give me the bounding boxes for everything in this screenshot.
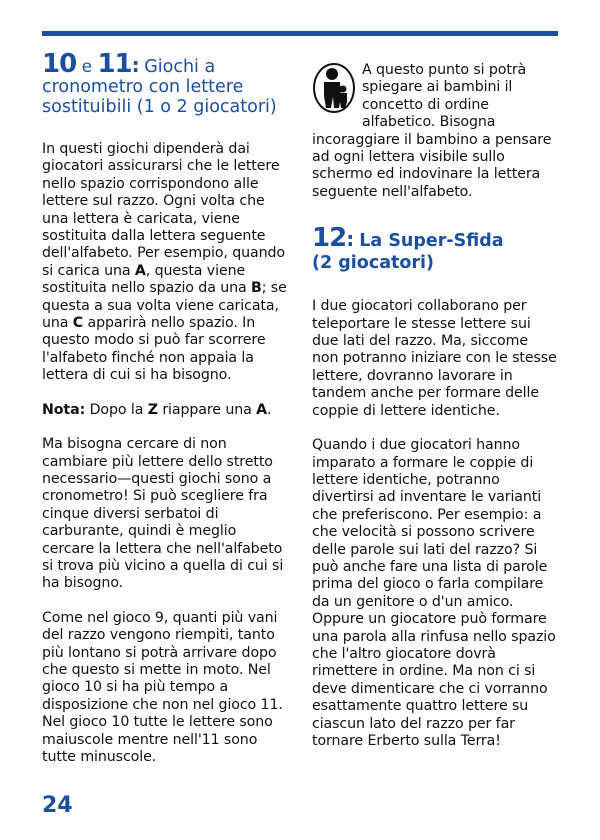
note-text: Dopo la bbox=[85, 401, 148, 418]
paragraph-intro-text-2: , questa viene sostituita nello spazio da una bbox=[42, 262, 251, 297]
letter-A: A bbox=[134, 262, 146, 279]
heading-joiner: e bbox=[76, 57, 98, 77]
page-number: 24 bbox=[42, 793, 73, 818]
section-heading-10-11 bbox=[42, 49, 287, 117]
letter-B: B bbox=[251, 280, 262, 297]
parent-child-icon bbox=[312, 62, 356, 115]
parent-note-text: A questo punto si potrà spiegare ai bambini il concetto di ordine alfabetico. Bisogna incoraggiare il bambino a pensare ad ogni lettera visibile sullo schermo ed indovinare la lettera seguente nell'alfabeto. bbox=[312, 62, 552, 200]
heading-colon-12: : bbox=[346, 227, 354, 252]
header-rule bbox=[42, 31, 558, 36]
letter-C: C bbox=[72, 315, 84, 332]
note-text-3: . bbox=[267, 401, 272, 418]
paragraph-intro-text-4: apparirà nello spazio. In questo modo si può far scorrere l'alfabeto finché non appaia la lettera di cui si ha bisogno. bbox=[42, 315, 266, 384]
paragraph-note bbox=[42, 402, 287, 419]
heading-line2: cronometro con lettere bbox=[42, 77, 244, 97]
letter-A-note: A bbox=[256, 401, 268, 418]
heading-12-line2: (2 giocatori) bbox=[312, 253, 435, 274]
paragraph-super-sfida: I due giocatori collaborano per teleportare le stesse lettere sui due lati del razzo. Ma, siccome non potranno iniziare con le stesse lettere, dovranno lavorare in tandem anche per formare delle coppie di lettere identiche. bbox=[312, 298, 557, 419]
paragraph-variants: Quando i due giocatori hanno imparato a formare le coppie di lettere identiche, potranno divertirsi ad inventare le varianti che preferiscono. Per esempio: a che velocità si possono scrivere delle parole sui lati del razzo? Si può anche fare una lista di parole prima del gioco o farla compilare da un genitore o d'un amico. Oppure un giocatore può formare una parola alla rinfusa nello spazio che l'altro giocatore dovrà rimettere in ordine. Ma non ci si deve dimenticare che ci vorranno esattamente quattro lettere su ciascun lato del razzo per far tornare Erberto sulla Terra! bbox=[312, 437, 556, 749]
parent-note-block bbox=[312, 62, 558, 201]
paragraph-timing: Ma bisogna cercare di non cambiare più lettere dello stretto necessario—questi giochi sono a cronometro! Si può scegliere fra cinque diversi serbatoi di carburante, quindi è meglio cercare la lettera che nell'alfabeto si trova più vicino a quella di cui si ha bisogno. bbox=[42, 436, 284, 592]
paragraph-intro-text: In questi giochi dipenderà dai giocatori assicurarsi che le lettere nello spazio corrispondono alle lettere sul razzo. Ogni volta che una lettera è caricata, viene sostituita dalla lettera seguente dell'alfabeto. Per esempio, quando si carica una bbox=[42, 141, 285, 279]
right-column bbox=[312, 62, 558, 767]
paragraph-intro bbox=[42, 141, 287, 385]
letter-Z: Z bbox=[147, 401, 158, 418]
note-label: Nota: bbox=[42, 401, 86, 418]
section-heading-12 bbox=[312, 223, 558, 274]
heading-line1: Giochi a bbox=[138, 57, 216, 77]
game-number-11: 11 bbox=[97, 49, 132, 79]
game-number-10: 10 bbox=[42, 49, 77, 79]
heading-colon: : bbox=[131, 53, 139, 77]
paragraph-intro-text-3: ; se questa a sua volta viene caricata, una bbox=[42, 280, 287, 332]
left-column bbox=[42, 49, 287, 783]
heading-line3: sostituibili (1 o 2 giocatori) bbox=[42, 97, 277, 117]
paragraph-comparison: Come nel gioco 9, quanti più vani del razzo vengono riempiti, tanto più lontano si potrà arrivare dopo che questo si mette in moto. Nel gioco 10 si ha più tempo a disposizione che non nel gioco 11. Nel gioco 10 tutte le lettere sono maiuscole mentre nell'11 sono tutte minuscole. bbox=[42, 609, 283, 765]
heading-12-line1: La Super-Sfida bbox=[353, 231, 504, 252]
game-number-12: 12 bbox=[312, 223, 347, 254]
note-text-2: riappare una bbox=[157, 401, 257, 418]
